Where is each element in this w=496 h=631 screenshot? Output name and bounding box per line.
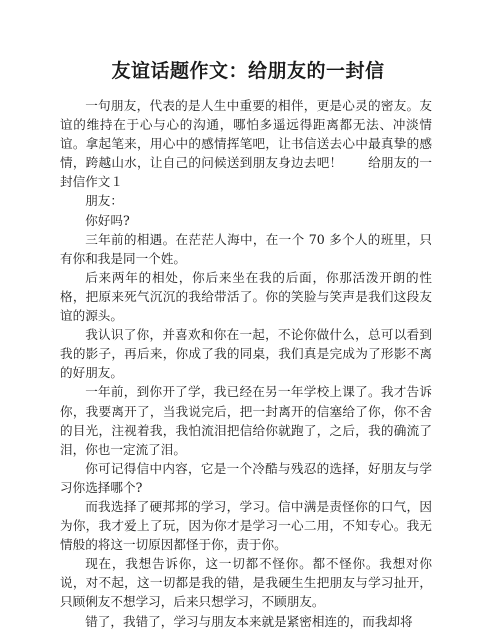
document-body <box>60 96 432 631</box>
paragraph: 错了，我错了，学习与朋友本来就是紧密相连的，而我却将 <box>85 613 413 629</box>
paragraph: 后来两年的相处，你后来坐在我的后面，你那活泼开朗的性格，把原来死气沉沉的我给带活了。你的笑脸与笑声是我们这段友谊的源头。 <box>60 269 432 324</box>
paragraph: 你可记得信中内容，它是一个冷酷与残忍的选择，好朋友与学习你选择哪个? <box>60 460 432 495</box>
document-title: 友谊话题作文：给朋友的一封信 <box>111 60 385 82</box>
paragraph: 而我选择了硬邦邦的学习，学习。信中满是责怪你的口气，因为你，我才爱上了玩，因为你才是学习一心二用，不知专心。我无情般的将这一切原因都怪于你，责于你。 <box>60 498 432 553</box>
paragraph: 你好吗? <box>85 212 130 228</box>
paragraph: 一年前，到你开了学，我已经在另一年学校上课了。我才告诉你，我要离开了，当我说完后，把一封离开的信塞给了你，你不舍的目光，注视着我，我怕流泪把信给你就跑了，之后，我的确流了泪，你也一定流了泪。 <box>60 384 432 457</box>
paragraph: 一句朋友，代表的是人生中重要的相伴，更是心灵的密友。友谊的维持在于心与心的沟通，哪怕多遥远得距离都无法、冲淡情谊。拿起笔来，用心中的感情挥笔吧，让书信送去心中最真挚的感情，跨越山水，让自己的问候送到朋友身边去吧！ 给朋友的一封信作文１ <box>60 98 432 190</box>
paragraph: 朋友： <box>85 193 123 209</box>
paragraph: 现在，我想告诉你，这一切都不怪你。都不怪你。我想对你说，对不起，这一切都是我的错，是我硬生生把朋友与学习扯开，只顾俐友不想学习，后来只想学习，不顾朋友。 <box>60 556 432 610</box>
paragraph: 我认识了你，并喜欢和你在一起，不论你做什么，总可以看到我的影子，再后来，你成了我的同桌，我们真是完成为了形影不离的好朋友。 <box>60 327 432 381</box>
paragraph: 三年前的相遇。在茫茫人海中，在一个 70 多个人的班里，只有你和我是同一个姓。 <box>60 231 432 266</box>
